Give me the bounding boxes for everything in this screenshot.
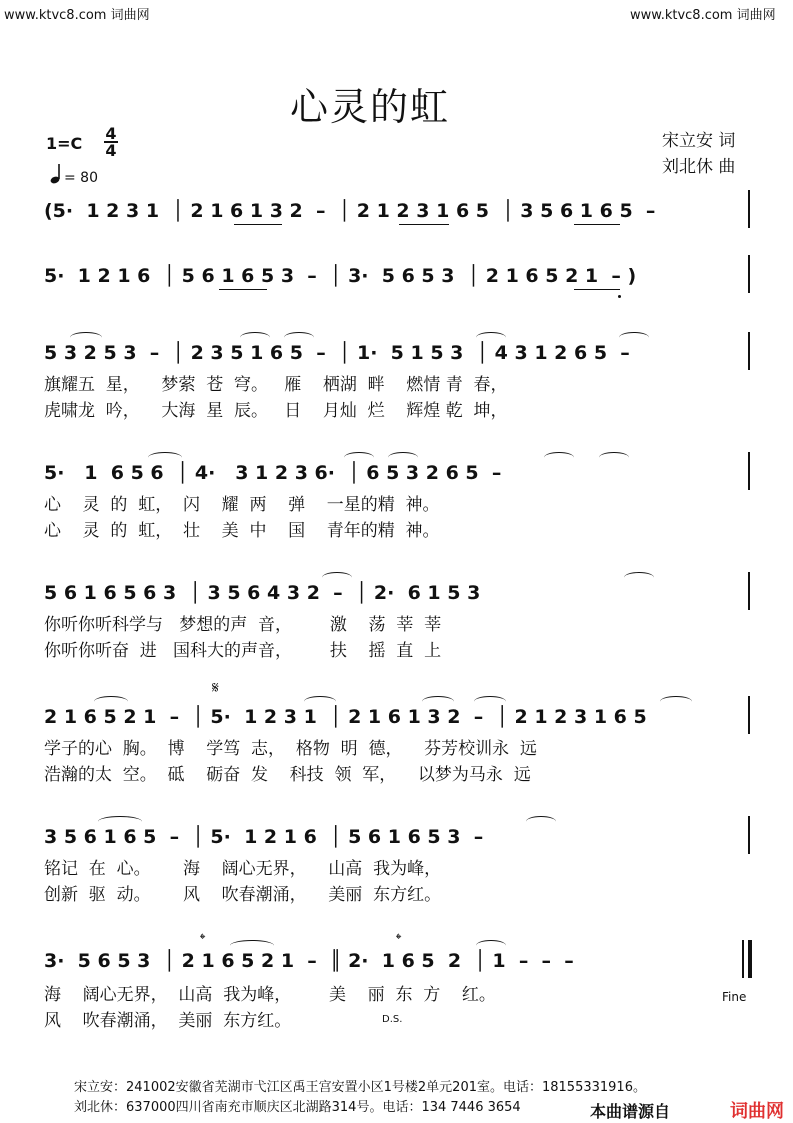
fine-marking: Fine (722, 990, 747, 1004)
slur (422, 696, 454, 707)
underline (574, 289, 620, 290)
notes-line: 5· 1 6 5 6 │ 4· 3 1 2 3 6· │ 6 5 3 2 6 5 – (44, 462, 502, 484)
slur (476, 940, 506, 951)
notes-line: 5 6 1 6 5 6 3 │ 3 5 6 4 3 2 – │ 2· 6 1 5 3 (44, 582, 481, 604)
slur (344, 452, 374, 463)
barline (748, 696, 750, 734)
barline (748, 452, 750, 490)
final-barline-thick (748, 940, 752, 978)
notes-line: 5· 1 2 1 6 │ 5 6 1 6 5 3 – │ 3· 5 6 5 3 │ 2 1 6 5 2 1 – ) (44, 265, 637, 287)
lyrics-verse-2: 创新 驱 动。 风 吹春潮涌， 美丽 东方红。 (44, 885, 442, 905)
ds-marking: D.S. (382, 1014, 403, 1025)
final-barline-thin (742, 940, 744, 978)
footer-contact-lyricist: 宋立安：241002安徽省芜湖市弋江区禹王宫安置小区1号楼2单元201室。电话：18155331916。 (74, 1080, 646, 1095)
time-top: 4 (105, 124, 117, 143)
slur (660, 696, 692, 707)
coda-icon-2: 𝄌 (396, 930, 402, 948)
score-row-6 (44, 706, 759, 786)
slur (230, 940, 274, 951)
slur (70, 332, 102, 343)
quarter-note-icon (50, 163, 64, 189)
slur (474, 696, 506, 707)
slur (624, 572, 654, 583)
score-row-7 (44, 826, 759, 906)
time-signature (104, 126, 118, 158)
score-row-1 (44, 200, 759, 240)
barline (748, 332, 750, 370)
lyrics-verse-1: 你听你听科学与 梦想的声 音， 激 荡 莘 莘 (44, 615, 442, 635)
tempo-marking: = 80 (64, 170, 98, 186)
slur (388, 452, 418, 463)
notes-line: 3 5 6 1 6 5 – │ 5· 1 2 1 6 │ 5 6 1 6 5 3 – (44, 826, 484, 848)
score-row-4 (44, 462, 759, 542)
lyrics-verse-2: 你听你听奋 进 国科大的声音， 扶 摇 直 上 (44, 641, 442, 661)
lyrics-verse-2: 浩瀚的太 空。 砥 砺奋 发 科技 领 军， 以梦为马永 远 (44, 765, 531, 785)
underline (574, 224, 620, 225)
slur (94, 696, 128, 707)
lyrics-verse-1: 铭记 在 心。 海 阔心无界， 山高 我为峰， (44, 859, 442, 879)
lyrics-verse-2: 虎啸龙 吟， 大海 星 辰。 日 月灿 烂 辉煌 乾 坤， (44, 401, 508, 421)
segno-icon: 𝄋 (212, 678, 219, 697)
score-row-3 (44, 342, 759, 422)
composer: 刘北休 曲 (662, 157, 736, 177)
slur (476, 332, 506, 343)
watermark-left: www.ktvc8.com 词曲网 (4, 8, 150, 23)
underline (399, 224, 449, 225)
lyrics-verse-1: 海 阔心无界， 山高 我为峰， 美 丽 东 方 红。 (44, 985, 496, 1005)
time-bottom: 4 (105, 141, 117, 160)
slur (599, 452, 629, 463)
notes-line: 3· 5 6 5 3 │ 2 1 6 5 2 1 – ║ 2· 1 6 5 2 │ 1 – – – (44, 950, 574, 972)
notes-line: 5 3 2 5 3 – │ 2 3 5 1 6 5 – │ 1· 5 1 5 3 │ 4 3 1 2 6 5 – (44, 342, 630, 364)
lyricist: 宋立安 词 (662, 131, 736, 151)
slur (322, 572, 352, 583)
song-title: 心灵的虹 (290, 85, 451, 129)
slur (526, 816, 556, 827)
barline (748, 190, 750, 228)
low-dot (618, 295, 621, 298)
lyrics-verse-2: 风 吹春潮涌， 美丽 东方红。 (44, 1011, 292, 1031)
lyrics-verse-2: 心 灵 的 虹， 壮 美 中 国 青年的精 神。 (44, 521, 440, 541)
lyrics-verse-1: 学子的心 胸。 博 学笃 志， 格物 明 德， 芬芳校训永 远 (44, 739, 537, 759)
lyrics-verse-1: 心 灵 的 虹， 闪 耀 两 弹 一星的精 神。 (44, 495, 440, 515)
watermark-right: www.ktvc8.com 词曲网 (630, 8, 776, 23)
slur (148, 452, 182, 463)
slur (98, 816, 142, 827)
lyrics-verse-1: 旗耀五 星， 梦萦 苍 穹。 雁 栖湖 畔 燃情 青 春， (44, 375, 508, 395)
notes-line: 2 1 6 5 2 1 – │ 5· 1 2 3 1 │ 2 1 6 1 3 2 – │ 2 1 2 3 1 6 5 (44, 706, 647, 728)
slur (544, 452, 574, 463)
key-signature: 1=C (46, 134, 83, 153)
score-row-5 (44, 582, 759, 662)
slur (284, 332, 314, 343)
footer-contact-composer: 刘北休：637000四川省南充市顺庆区北湖路314号。电话：134 7446 3654 (74, 1100, 521, 1115)
coda-icon: 𝄌 (200, 930, 206, 948)
barline (748, 816, 750, 854)
slur (240, 332, 270, 343)
barline (748, 572, 750, 610)
source-label: 本曲谱源自 (588, 1099, 672, 1122)
notes-line: (5· 1 2 3 1 │ 2 1 6 1 3 2 – │ 2 1 2 3 1 6 5 │ 3 5 6 1 6 5 – (44, 200, 656, 222)
underline (219, 289, 267, 290)
slur (304, 696, 336, 707)
underline (234, 224, 282, 225)
site-logo[interactable]: 词曲网 (730, 1101, 784, 1122)
slur (619, 332, 649, 343)
score-row-2 (44, 265, 759, 305)
barline (748, 255, 750, 293)
